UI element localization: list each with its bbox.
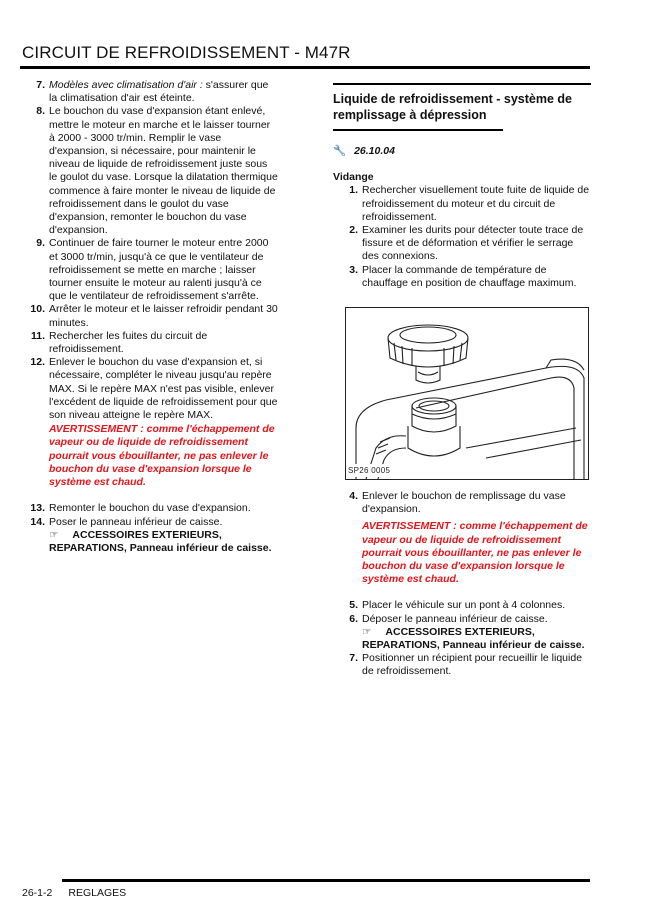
step-number: 3.	[349, 263, 358, 276]
step-text: Arrêter le moteur et le laisser refroidir pendant 30 minutes.	[49, 303, 278, 329]
procedure-step	[333, 264, 591, 290]
procedure-step	[20, 303, 278, 329]
procedure-step	[20, 330, 278, 356]
step-number: 7.	[349, 652, 358, 665]
step-number: 14.	[30, 515, 45, 528]
procedure-step	[20, 237, 278, 303]
procedure-step	[333, 613, 591, 653]
pointing-hand-icon: ☞	[49, 528, 59, 541]
step-text: Le bouchon du vase d'expansion étant enlevé, mettre le moteur en marche et le laisser tourner à 2000 - 3000 tr/min. Remplir le vase d'expansion, si nécessaire, pour maintenir le niveau de liquide de refroidissement juste sous le goulot du vase. Lorsque la dilatation thermique commence à faire monter le niveau de liquide de refroidissement dans le goulot du vase d'expansion, remonter le bouchon du vase d'expansion.	[49, 105, 278, 237]
procedure-step	[20, 516, 278, 556]
step-text: Enlever le bouchon de remplissage du vase d'expansion.	[362, 490, 566, 516]
step-text: Positionner un récipient pour recueillir le liquide de refroidissement.	[362, 652, 583, 678]
step-number: 2.	[349, 224, 358, 237]
procedure-step	[20, 79, 278, 105]
footer-section: REGLAGES	[68, 887, 127, 899]
cross-reference[interactable]	[49, 529, 278, 555]
cross-reference[interactable]	[362, 626, 591, 652]
procedure-step	[333, 184, 591, 224]
step-text: Continuer de faire tourner le moteur entre 2000 et 3000 tr/min, jusqu'à ce que le ventilateur de refroidissement se mette en marche ; laisser tourner ensuite le moteur au ralenti jusqu'à ce que le ventilateur de refroidissement s'arrête.	[49, 237, 269, 303]
step-text: Examiner les durits pour détecter toute trace de fissure et de déformation et vérifier le serrage des connexions.	[362, 224, 584, 263]
section-title-underline	[333, 129, 503, 131]
procedure-step	[333, 224, 591, 264]
step-number: 1.	[349, 184, 358, 197]
footer-rule	[62, 879, 590, 882]
right-column	[333, 83, 591, 679]
pointing-hand-icon: ☞	[362, 625, 372, 638]
step-text: Poser le panneau inférieur de caisse.	[49, 515, 223, 528]
step-number: 9.	[36, 237, 45, 250]
page-footer	[22, 887, 126, 899]
page-title: CIRCUIT DE REFROIDISSEMENT - M47R	[22, 43, 351, 62]
procedure-step	[20, 105, 278, 237]
warning-text: AVERTISSEMENT : comme l'échappement de vapeur ou de liquide de refroidissement pourrait vous ébouillanter, ne pas enlever le bouchon du vase d'expansion lorsque le système est chaud.	[49, 423, 275, 489]
left-column	[20, 79, 278, 555]
step-text: Placer le véhicule sur un pont à 4 colonnes.	[362, 599, 566, 612]
section-title: Liquide de refroidissement - système de remplissage à dépression	[333, 92, 572, 122]
procedure-step	[333, 652, 591, 678]
step-number: 5.	[349, 599, 358, 612]
step-text: Rechercher visuellement toute fuite de liquide de refroidissement du moteur et du circuit de refroidissement.	[362, 184, 590, 223]
step-number: 10.	[30, 303, 45, 316]
step-number: 4.	[349, 490, 358, 503]
section-top-rule	[333, 83, 591, 85]
header-rule	[20, 66, 590, 69]
procedure-step	[20, 356, 278, 489]
step-number: 12.	[30, 356, 45, 369]
step-text: Remonter le bouchon du vase d'expansion.	[49, 502, 251, 515]
page-number: 26-1-2	[22, 887, 53, 899]
procedure-step	[20, 502, 278, 515]
cross-reference-text[interactable]: ACCESSOIRES EXTERIEURS, REPARATIONS, Panneau inférieur de caisse.	[362, 625, 585, 652]
step-number: 13.	[30, 502, 45, 515]
cross-reference-text[interactable]: ACCESSOIRES EXTERIEURS, REPARATIONS, Panneau inférieur de caisse.	[49, 528, 272, 554]
step-number: 11.	[30, 329, 45, 342]
figure-code: SP26 0005	[348, 464, 390, 477]
procedure-step	[333, 599, 591, 612]
step-condition: Modèles avec climatisation d'air :	[49, 79, 203, 91]
warning-text: AVERTISSEMENT : comme l'échappement de vapeur ou de liquide de refroidissement pourrait vous ébouillanter, ne pas enlever le bouchon du vase d'expansion lorsque le système est chaud.	[362, 520, 588, 586]
step-text: Enlever le bouchon du vase d'expansion et, si nécessaire, compléter le niveau jusqu'au repère MAX. Si le repère MAX n'est pas visible, enlever l'excédent de liquide de refroidissement pour que son niveau atteigne le repère MAX.	[49, 356, 278, 422]
subheading: Vidange	[333, 171, 374, 184]
step-number: 6.	[349, 612, 358, 625]
wrench-icon: 🔧	[333, 145, 347, 157]
step-text: Rechercher les fuites du circuit de refroidissement.	[49, 329, 208, 356]
expansion-tank-illustration	[345, 307, 589, 480]
step-number: 7.	[36, 79, 45, 91]
step-text: Placer la commande de température de chauffage en position de chauffage maximum.	[362, 263, 577, 289]
operation-code-text: 26.10.04	[354, 145, 395, 157]
operation-code	[333, 145, 591, 158]
expansion-tank-drawing	[346, 308, 588, 479]
step-text: s'assurer que la climatisation d'air est éteinte.	[49, 79, 269, 105]
step-number: 8.	[36, 105, 45, 118]
procedure-step	[333, 490, 591, 586]
step-text: Déposer le panneau inférieur de caisse.	[362, 612, 548, 625]
